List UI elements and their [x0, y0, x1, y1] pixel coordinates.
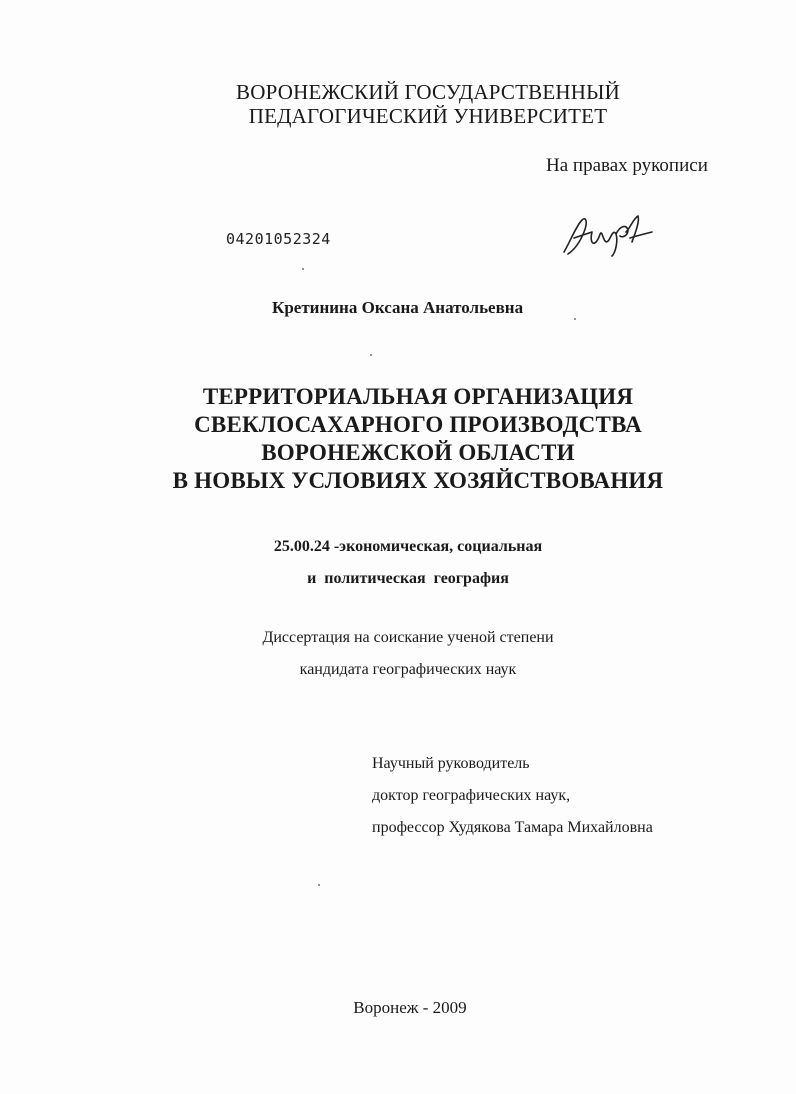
supervisor-line-1: Научный руководитель: [372, 755, 530, 772]
specialty-line-1: 25.00.24 -экономическая, социальная: [273, 538, 543, 555]
university-name: [30, 80, 796, 128]
university-line-2: ПЕДАГОГИЧЕСКИЙ УНИВЕРСИТЕТ: [248, 104, 608, 128]
university-line-1: ВОРОНЕЖСКИЙ ГОСУДАРСТВЕННЫЙ: [236, 80, 620, 104]
degree-statement: [10, 622, 796, 686]
city-year: Воронеж - 2009: [353, 998, 467, 1017]
title-line-2: СВЕКЛОСАХАРНОГО ПРОИЗВОДСТВА: [194, 412, 642, 437]
title-line-4: В НОВЫХ УСЛОВИЯХ ХОЗЯЙСТВОВАНИЯ: [172, 468, 664, 493]
dissertation-title: [20, 383, 796, 495]
signature-icon: [556, 212, 656, 260]
catalog-code: 04201052324: [226, 230, 331, 248]
specialty-line-2: и политическая география: [307, 570, 509, 587]
scan-speck: [370, 354, 372, 356]
rights-note: На правах рукописи: [546, 155, 708, 176]
degree-line-1: Диссертация на соискание ученой степени: [262, 629, 554, 646]
scan-speck: [302, 268, 304, 270]
specialty-code: [10, 531, 796, 595]
supervisor-line-3: профессор Худякова Тамара Михайловна: [372, 819, 653, 836]
supervisor-line-2: доктор географических наук,: [372, 787, 571, 804]
author-name: Кретинина Оксана Анатольевна: [272, 298, 524, 317]
scan-speck: [318, 884, 320, 886]
degree-line-2: кандидата географических наук: [299, 661, 517, 678]
title-line-3: ВОРОНЕЖСКОЙ ОБЛАСТИ: [261, 440, 575, 465]
title-line-1: ТЕРРИТОРИАЛЬНАЯ ОРГАНИЗАЦИЯ: [202, 384, 634, 409]
scan-speck: [574, 318, 576, 320]
supervisor-block: [372, 748, 653, 844]
